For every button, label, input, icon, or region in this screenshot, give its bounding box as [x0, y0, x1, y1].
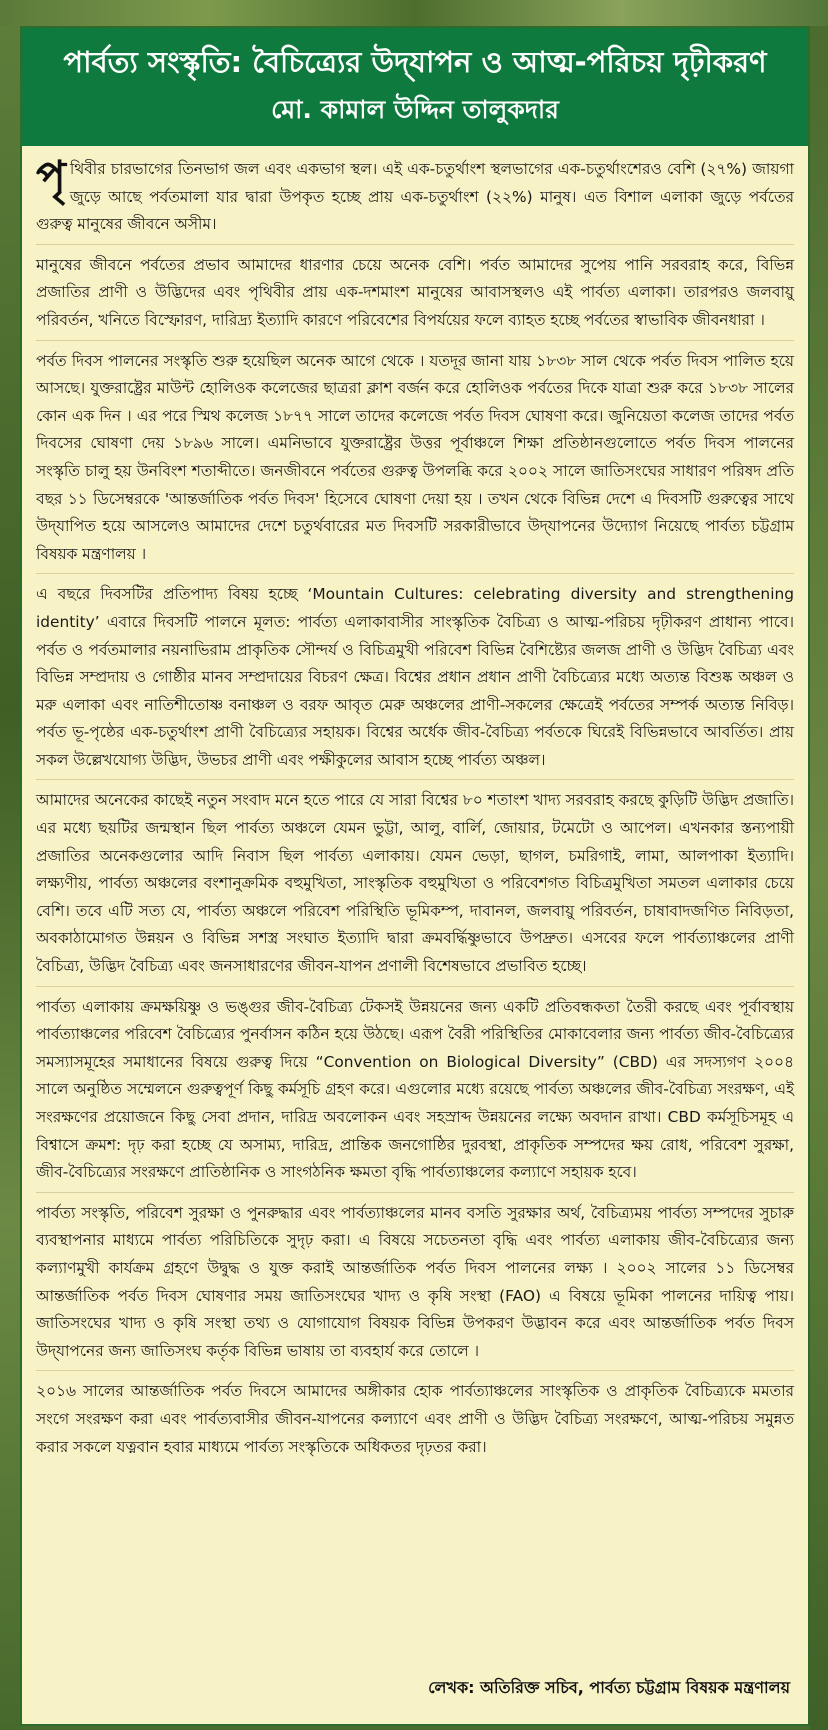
left-photo-edge [0, 26, 20, 1730]
paragraph-6: পার্বত্য এলাকায় ক্রমক্ষয়িষ্ণু ও ভঙ্গুর জীব-বৈচিত্র্য টেকসই উন্নয়নের জন্য একটি প্রতিবন্ধকতা তৈরী করছে এবং পূর্বাবস্থায় পার্বত্যাঞ্চলের পরিবেশ বৈচিত্র্যের পুনর্বাসন কঠিন হয়ে উঠছে। এরূপ বৈরী পরিস্থিতির মোকাবেলার জন্য পার্বত্য জীব-বৈচিত্র্যের সমস্যাসমূহের সমাধানের বিষয়ে গুরুত্ব দিয়ে “Convention on Biological Diversity” (CBD) এর সদস্যগণ ২০০৪ সালে অনুষ্ঠিত সম্মেলনে গুরুত্বপূর্ণ কিছু কর্মসূচি গ্রহণ করে। এগুলোর মধ্যে রয়েছে পার্বত্য অঞ্চলের জীব-বৈচিত্র্য সংরক্ষণ, এই সংরক্ষণের প্রয়োজনে কিছু সেবা প্রদান, দারিদ্র অবলোকন এবং সহস্রাব্দ উন্নয়নের লক্ষ্যে অবদান রাখা। CBD কর্মসূচিসমূহ এ বিশ্বাসে ক্রমশ: দৃঢ় করা হচ্ছে যে অসাম্য, দারিদ্র, প্রান্তিক জনগোষ্ঠির দুরবস্থা, প্রাকৃতিক সম্পদের ক্ষয় রোধ, পরিবেশ সুরক্ষা, জীব-বৈচিত্র্যের সংরক্ষণে প্রাতিষ্ঠানিক ও সাংগঠনিক ক্ষমতা বৃদ্ধি পার্বত্যাঞ্চলের কল্যাণে সহায়ক হবে। [36, 994, 794, 1193]
paragraph-5: আমাদের অনেকের কাছেই নতুন সংবাদ মনে হতে পারে যে সারা বিশ্বের ৮০ শতাংশ খাদ্য সরবরাহ করছে কুড়িটি উদ্ভিদ প্রজাতি। এর মধ্যে ছয়টির জন্মস্থান ছিল পার্বত্য অঞ্চলে যেমন ভুট্টা, আলু, বার্লি, জোয়ার, টমেটো ও আপেল। এখনকার স্তন্যপায়ী প্রজাতির অনেকগুলোর আদি নিবাস ছিল পার্বত্য এলাকায়। যেমন ভেড়া, ছাগল, চমরিগাই, লামা, আলপাকা ইত্যাদি। লক্ষ্যণীয়, পার্বত্য অঞ্চলের বংশানুক্রমিক বহুমুখিতা, সাংস্কৃতিক বহুমুখিতা ও পরিবেশগত বিচিত্রমুখিতা সমতল এলাকার চেয়ে বেশি। তবে এটি সত্য যে, পার্বত্য অঞ্চলে পরিবেশ পরিস্থিতি ভূমিকম্প, দাবানল, জলবায়ু পরিবর্তন, চাষাবাদজণিত নিবিড়তা, অবকাঠামোগত উন্নয়ন ও বিভিন্ন সশস্ত্র সংঘাত ইত্যাদি দ্বারা ক্রমবর্দ্ধিষ্ণুভাবে উপদ্রুত। এসবের ফলে পার্বত্যাঞ্চলের প্রাণী বৈচিত্র্য, উদ্ভিদ বৈচিত্র্য এবং জনসাধারণের জীবন-যাপন প্রণালী বিশেষভাবে প্রভাবিত হচ্ছে। [36, 787, 794, 986]
right-photo-edge [810, 26, 828, 1730]
drop-cap: পৃ [36, 152, 66, 203]
author-signature: লেখক: অতিরিক্ত সচিব, পার্বত্য চট্টগ্রাম বিষয়ক মন্ত্রণালয় [428, 1678, 790, 1697]
paragraph-4: এ বছরে দিবসটির প্রতিপাদ্য বিষয় হচ্ছে ‘Mountain Cultures: celebrating diversity and strengthening identity’ এবারে দিবসটি পালনে মূলত: পার্বত্য এলাকাবাসীর সাংস্কৃতিক বৈচিত্র্য ও আত্ম-পরিচয় দৃঢ়ীকরণ প্রাধান্য পাবে। পর্বত ও পর্বতমালার নয়নাভিরাম প্রাকৃতিক সৌন্দর্য ও বিচিত্রমুখী পরিবেশ বিভিন্ন বৈশিষ্ট্যের জলজ প্রাণী ও উদ্ভিদ বৈচিত্র্য এবং বিভিন্ন সম্প্রদায় ও গোষ্ঠীর মানব সম্প্রদায়ের বিচরণ ক্ষেত্র। বিশ্বের প্রধান প্রধান প্রাণী বৈচিত্র্যের মধ্যে অত্যন্ত বিশুষ্ক অঞ্চল ও মরু এলাকা এবং নাতিশীতোষ্ণ বনাঞ্চল ও বরফ আবৃত মেরু অঞ্চলের প্রাণী-সকলের ক্ষেত্রেই পর্বতের সম্পর্ক অত্যন্ত নিবিড়। পর্বত ভূ-পৃষ্ঠের এক-চতুর্থাংশ প্রাণী বৈচিত্র্যের সহায়ক। বিশ্বের অর্ধেক জীব-বৈচিত্র্য পর্বতকে ঘিরেই বিভিন্নভাবে আবর্তিত। প্রায় সকল উল্লেখযোগ্য উদ্ভিদ, উভচর প্রাণী এবং পক্ষীকুলের আবাস হচ্ছে পার্বত্য অঞ্চল। [36, 581, 794, 780]
top-photo-strip [0, 0, 828, 26]
article-author: মো. কামাল উদ্দিন তালুকদার [271, 95, 559, 124]
paragraph-1-text: থিবীর চারভাগের তিনভাগ জল এবং একভাগ স্থল। এই এক-চতুর্থাংশ স্থলভাগের এক-চতুর্থাংশেরও বেশি (২৭%) জায়গা জুড়ে আছে পর্বতমালা যার দ্বারা উপকৃত হচ্ছে প্রায় এক-চতুর্থাংশ (২২%) মানুষ। এত বিশাল এলাকা জুড়ে পর্বতের গুরুত্ব মানুষের জীবনে অসীম। [36, 160, 794, 234]
paragraph-1 [36, 152, 794, 245]
paragraph-7: পার্বত্য সংস্কৃতি, পরিবেশ সুরক্ষা ও পুনরুদ্ধার এবং পার্বত্যাঞ্চলের মানব বসতি সুরক্ষার অর্থ, বৈচিত্র্যময় পার্বত্য সম্পদের সুচারু ব্যবস্থাপনার মাধ্যমে পার্বত্য পরিচিতিকে সুদৃঢ় করা। এ বিষয়ে সচেতনতা বৃদ্ধি এবং পার্বত্য এলাকায় জীব-বৈচিত্র্যের জন্য কল্যাণমুখী কার্যক্রম গ্রহণে উদ্বুদ্ধ ও যুক্ত করাই আন্তর্জাতিক পর্বত দিবস পালনের লক্ষ্য । ২০০২ সালের ১১ ডিসেম্বর আন্তর্জাতিক পর্বত দিবস ঘোষণার সময় জাতিসংঘের খাদ্য ও কৃষি সংস্থা (FAO) এ বিষয়ে ভূমিকা পালনের দায়িত্ব পায়। জাতিসংঘের খাদ্য ও কৃষি সংস্থা তথ্য ও যোগাযোগ বিষয়ক বিভিন্ন উপকরণ উদ্ভাবন করে এবং আন্তর্জাতিক পর্বত দিবস উদ্‌যাপনের জন্য জাতিসংঘ কর্তৃক বিভিন্ন ভাষায় তা ব্যবহার্য করে তোলে । [36, 1200, 794, 1372]
article-title: পার্বত্য সংস্কৃতি: বৈচিত্র্যের উদ্‌যাপন ও আত্ম-পরিচয় দৃঢ়ীকরণ [63, 45, 767, 79]
paragraph-3: পর্বত দিবস পালনের সংস্কৃতি শুরু হয়েছিল অনেক আগে থেকে । যতদূর জানা যায় ১৮৩৮ সাল থেকে পর্বত দিবস পালিত হয়ে আসছে। যুক্তরাষ্ট্রের মাউন্ট হোলিওক কলেজের ছাত্ররা ক্লাশ বর্জন করে হোলিওক পর্বতের দিকে যাত্রা শুরু করে ১৮৩৮ সালের কোন এক দিন । এর পরে স্মিথ কলেজ ১৮৭৭ সালে তাদের কলেজে পর্বত দিবস ঘোষণা করে। জুনিয়েতা কলেজ তাদের পর্বত দিবসের ঘোষণা দেয় ১৮৯৬ সালে। এমনিভাবে যুক্তরাষ্ট্রের উত্তর পূর্বাঞ্চলে শিক্ষা প্রতিষ্ঠানগুলোতে পর্বত দিবস পালনের সংস্কৃতি চালু হয় উনবিংশ শতাব্দীতে। জনজীবনে পর্বতের গুরুত্ব উপলব্ধি করে ২০০২ সালে জাতিসংঘের সাধারণ পরিষদ প্রতি বছর ১১ ডিসেম্বরকে 'আন্তর্জাতিক পর্বত দিবস' হিসেবে ঘোষণা দেয়া হয় । তখন থেকে বিভিন্ন দেশে এ দিবসটি গুরুত্বের সাথে উদ্‌যাপিত হয়ে আসলেও আমাদের দেশে চতুর্থবারের মত দিবসটি সরকারীভাবে উদ্‌যাপনের উদ্যোগ নিয়েছে পার্বত্য চট্টগ্রাম বিষয়ক মন্ত্রণালয় । [36, 348, 794, 575]
paragraph-8: ২০১৬ সালের আন্তর্জাতিক পর্বত দিবসে আমাদের অঙ্গীকার হোক পার্বত্যাঞ্চলের সাংস্কৃতিক ও প্রাকৃতিক বৈচিত্র্যকে মমতার সংগে সংরক্ষণ করা এবং পার্বত্যবাসীর জীবন-যাপনের কল্যাণে এবং প্রাণী ও উদ্ভিদ বৈচিত্র্য সংরক্ষণে, আত্ম-পরিচয় সমুন্নত করার সকলে যত্নবান হবার মাধ্যমে পার্বত্য সংস্কৃতিকে অধিকতর দৃঢ়তর করা। [36, 1382, 794, 1456]
paragraph-2: মানুষের জীবনে পর্বতের প্রভাব আমাদের ধারণার চেয়ে অনেক বেশি। পর্বত আমাদের সুপেয় পানি সরবরাহ করে, বিভিন্ন প্রজাতির প্রাণী ও উদ্ভিদের এবং পৃথিবীর প্রায় এক-দশমাংশ মানুষের আবাসস্থলও এই পার্বত্য এলাকা। তারপরও জলবায়ু পরিবর্তন, খনিতে বিস্ফোরণ, দারিদ্র্য ইত্যাদি কারণে পরিবেশের বিপর্যয়ের ফলে ব্যাহত হচ্ছে পর্বতের স্বাভাবিক জীবনধারা । [36, 252, 794, 341]
title-banner [22, 28, 808, 146]
article-frame [20, 26, 810, 1726]
article-body [36, 152, 794, 1473]
